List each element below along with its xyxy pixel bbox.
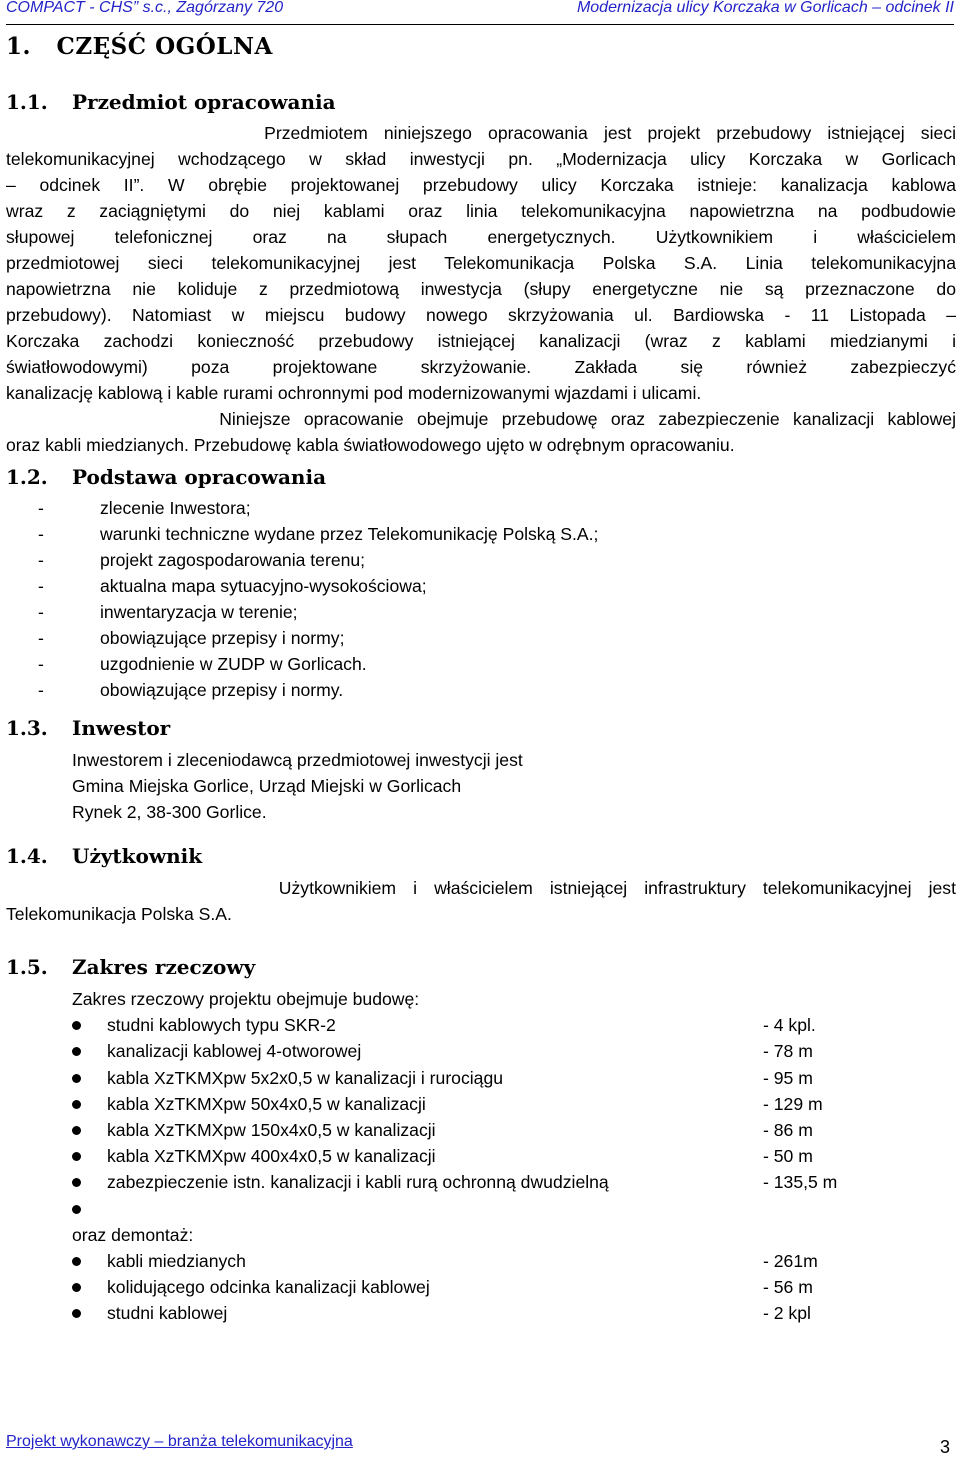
page-footer: Projekt wykonawczy – branża telekomunikacyjna: [6, 1433, 353, 1450]
scope-list: [0, 986, 960, 1326]
list-item: - obowiązujące przepisy i normy;: [38, 628, 345, 648]
bullet-icon: [72, 1152, 81, 1161]
section-title: 1. CZĘŚĆ OGÓLNA: [6, 33, 273, 60]
bullet-icon: [72, 1178, 81, 1187]
demolition-item: kolidującego odcinka kanalizacji kablowej - 56 m: [0, 1274, 960, 1300]
subsection-title: Inwestor: [72, 716, 171, 740]
paragraph-line: Przedmiotem niniejszego opracowania jest projekt przebudowy istniejącej sieci: [6, 123, 956, 143]
paragraph-line: Niniejsze opracowanie obejmuje przebudowę oraz zabezpieczenie kanalizacji kablowej: [6, 409, 956, 429]
subsection-number: 1.2.: [6, 465, 48, 489]
bullet-icon: [72, 1205, 81, 1214]
scope-intro-row: [0, 986, 960, 1012]
subsection-title: Zakres rzeczowy: [72, 955, 256, 979]
bullet-icon: [72, 1283, 81, 1292]
user-block: [6, 875, 956, 927]
paragraph-line: przedmiotowej sieci telekomunikacyjnej jest Telekomunikacja Polska S.A. Linia telekomunikacyjna: [6, 253, 956, 273]
scope-item: kabla XzTKMXpw 150x4x0,5 w kanalizacji - 86 m: [0, 1117, 960, 1143]
scope-item: studni kablowych typu SKR-2 - 4 kpl.: [0, 1012, 960, 1038]
bullet-icon: [72, 1100, 81, 1109]
scope-item: kabla XzTKMXpw 5x2x0,5 w kanalizacji i rurociągu - 95 m: [0, 1065, 960, 1091]
investor-line: Inwestorem i zleceniodawcą przedmiotowej inwestycji jest: [72, 750, 523, 770]
list-item: - zlecenie Inwestora;: [38, 498, 251, 518]
paragraph-line: światłowodowymi) poza projektowane skrzyżowanie. Zakłada się również zabezpieczyć: [6, 357, 956, 377]
scope-item: kanalizacji kablowej 4-otworowej - 78 m: [0, 1038, 960, 1064]
header-project-title: Modernizacja ulicy Korczaka w Gorlicach – odcinek II: [576, 0, 954, 16]
demolition-intro: oraz demontaż:: [72, 1224, 194, 1245]
subsection-heading-1-5: [6, 955, 255, 979]
paragraph-line: kanalizację kablową i kable rurami ochronnymi pod modernizowanymi wjazdami i ulicami.: [6, 383, 702, 403]
subsection-heading-1-1: [6, 90, 336, 114]
scope-item: kabla XzTKMXpw 50x4x0,5 w kanalizacji - 129 m: [0, 1091, 960, 1117]
subsection-number: 1.1.: [6, 90, 48, 114]
scope-item: kabla XzTKMXpw 400x4x0,5 w kanalizacji - 50 m: [0, 1143, 960, 1169]
demolition-intro-row: [0, 1222, 960, 1248]
subsection-body-1-1: [6, 120, 956, 458]
paragraph-line: przebudowy). Natomiast w miejscu budowy nowego skrzyżowania ul. Bardiowska - 11 Listopada –: [6, 305, 956, 325]
scope-item: zabezpieczenie istn. kanalizacji i kabli rurą ochronną dwudzielną - 135,5 m: [0, 1169, 960, 1195]
list-item: - warunki techniczne wydane przez Telekomunikację Polską S.A.;: [38, 524, 599, 544]
paragraph-line: oraz kabli miedzianych. Przebudowę kabla światłowodowego ujęto w odrębnym opracowaniu.: [6, 435, 735, 455]
subsection-number: 1.4.: [6, 844, 48, 868]
list-item: - inwentaryzacja w terenie;: [38, 602, 298, 622]
paragraph-line: Korczaka zachodzi konieczność przebudowy istniejącej kanalizacji (wraz z kablami miedzianymi i: [6, 331, 956, 351]
subsection-title: Użytkownik: [72, 844, 203, 868]
bullet-icon: [72, 1074, 81, 1083]
investor-line: Rynek 2, 38-300 Gorlice.: [72, 802, 267, 822]
paragraph-line: – odcinek II”. W obrębie projektowanej przebudowy ulicy Korczaka istnieje: kanalizacja kablowa: [6, 175, 956, 195]
subsection-number: 1.5.: [6, 955, 48, 979]
demolition-item: studni kablowej - 2 kpl: [0, 1300, 960, 1326]
paragraph-line: napowietrzna nie koliduje z przedmiotową inwestycja (słupy energetyczne nie są przeznaczone do: [6, 279, 956, 299]
bullet-icon: [72, 1257, 81, 1266]
paragraph-line: Użytkownikiem i właścicielem istniejącej infrastruktury telekomunikacyjnej jest: [6, 878, 956, 898]
list-item: - uzgodnienie w ZUDP w Gorlicach.: [38, 654, 367, 674]
subsection-title: Podstawa opracowania: [72, 465, 327, 489]
header-company: COMPACT - CHS” s.c., Zagórzany 720: [6, 0, 284, 16]
list-item: - obowiązujące przepisy i normy.: [38, 680, 344, 700]
scope-intro: Zakres rzeczowy projektu obejmuje budowę:: [72, 989, 420, 1009]
subsection-heading-1-3: [6, 716, 170, 740]
subsection-title: Przedmiot opracowania: [72, 90, 336, 114]
list-item: - aktualna mapa sytuacyjno-wysokościowa;: [38, 576, 427, 596]
subsection-heading-1-2: [6, 465, 326, 489]
page-number: 3: [939, 1437, 950, 1457]
paragraph-line: wraz z zaciągniętymi do niej kablami oraz linia telekomunikacyjna napowietrzna na podbudowie: [6, 201, 956, 221]
investor-line: Gmina Miejska Gorlice, Urząd Miejski w Gorlicach: [72, 776, 462, 796]
bullet-icon: [72, 1126, 81, 1135]
investor-block: [72, 747, 523, 825]
subsection-number: 1.3.: [6, 716, 48, 740]
page-header: [6, 0, 954, 25]
paragraph-line: Telekomunikacja Polska S.A.: [6, 904, 232, 924]
paragraph-line: telekomunikacyjnej wchodzącego w skład inwestycji pn. „Modernizacja ulicy Korczaka w Gorlicach: [6, 149, 956, 169]
paragraph-line: słupowej telefonicznej oraz na słupach energetycznych. Użytkownikiem i właścicielem: [6, 227, 956, 247]
subsection-heading-1-4: [6, 844, 202, 868]
basis-list: [38, 495, 598, 703]
bullet-icon: [72, 1309, 81, 1318]
list-item: - projekt zagospodarowania terenu;: [38, 550, 366, 570]
bullet-icon: [72, 1047, 81, 1056]
bullet-icon: [72, 1021, 81, 1030]
scope-item-empty: [0, 1196, 960, 1222]
demolition-item: kabli miedzianych - 261m: [0, 1248, 960, 1274]
